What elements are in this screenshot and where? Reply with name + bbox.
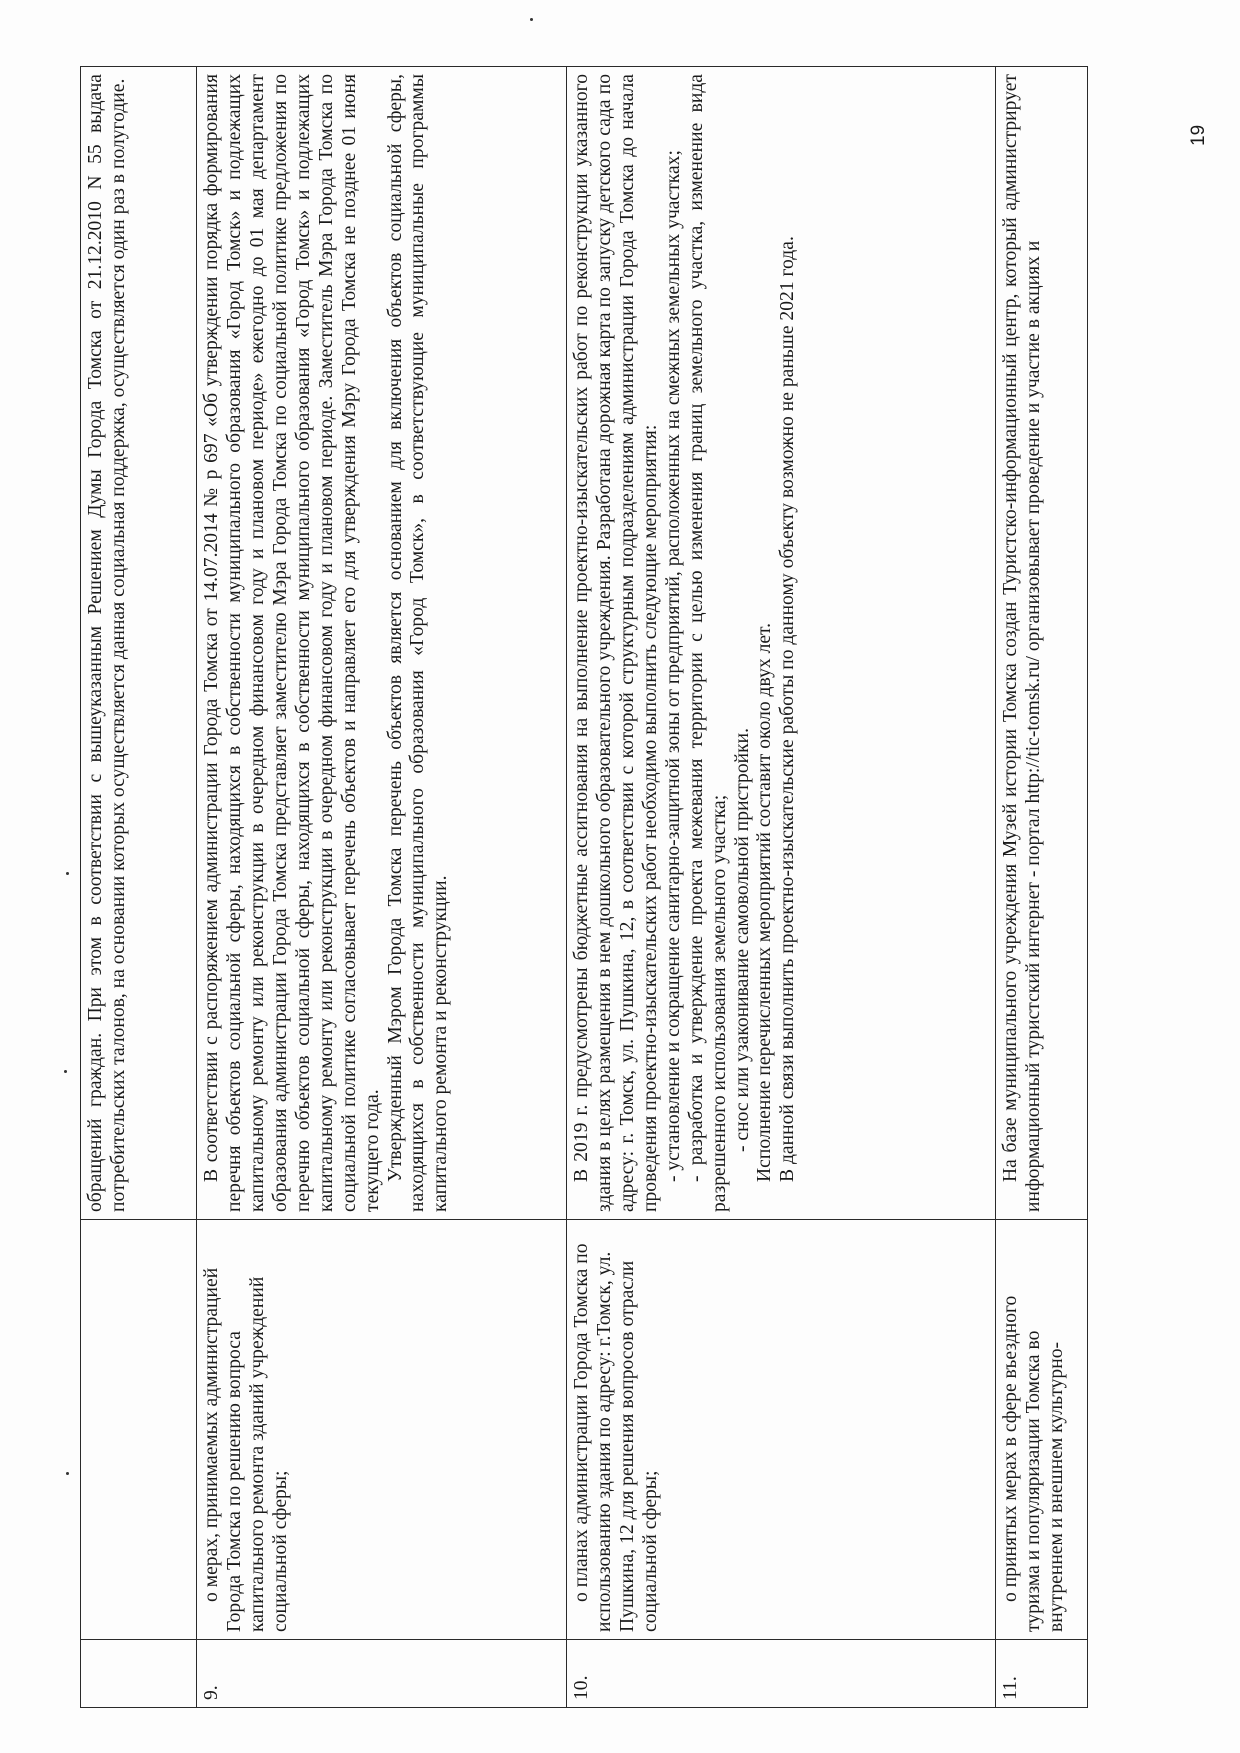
scan-speck — [66, 1472, 69, 1475]
answer-cell — [995, 67, 1087, 1220]
question-cell: о принятых мерах в сфере въездного туризма и популяризации Томска во внутреннем и внешнем культурно- — [995, 1220, 1087, 1640]
rotated-table-sheet — [80, 66, 1088, 1708]
row-number-cell — [81, 1640, 197, 1708]
answer-cell — [197, 67, 567, 1220]
answer-cell — [567, 67, 996, 1220]
table-row — [197, 67, 567, 1708]
row-number-cell: 9. — [197, 1640, 567, 1708]
question-cell: о планах администрации Города Томска по использованию здания по адресу: г.Томск, ул. Пушкина, 12 для решения вопросов отрасли социальной сферы; — [567, 1220, 996, 1640]
report-table — [80, 66, 1088, 1708]
page-number: 19 — [1188, 124, 1209, 146]
answer-list-item: - разработка и утверждение проекта межевания территории с целью изменения границ земельного участка, изменение вида разрешенного использования земельного участка; — [685, 74, 730, 1212]
question-cell: о мерах, принимаемых администрацией Города Томска по решению вопроса капитального ремонта зданий учреждений социальной сферы; — [197, 1220, 567, 1640]
table-row — [995, 67, 1087, 1708]
answer-paragraph: Исполнение перечисленных мероприятий составит около двух лет. — [754, 622, 776, 1182]
row-number-cell: 11. — [995, 1640, 1087, 1708]
row-number-cell: 10. — [567, 1640, 996, 1708]
answer-paragraph: В данной связи выполнить проектно-изыскательские работы по данному объекту возможно не раньше 2021 года. — [777, 236, 799, 1182]
answer-paragraph: На базе муниципального учреждения Музей истории Томска создан Туристско-информационный центр, который администрирует информационный туристский интернет - портал http://tic-tomsk.ru/ организовывает проведение и участие в акциях и — [999, 74, 1044, 1212]
scan-speck — [66, 872, 69, 875]
answer-paragraph: Утвержденный Мэром Города Томска перечень объектов является основанием для включения объектов социальной сферы, находящихся в собственности муниципального образования «Город Томск», в соответствующие муниципальные программы капитального ремонта и реконструкции. — [384, 74, 452, 1212]
answer-paragraph: обращений граждан. При этом в соответствии с вышеуказанным Решением Думы Города Томска от 21.12.2010 N 55 выдача потребительских талонов, на основании которых осуществляется данная социальная поддержка, осуществляется один раз в полугодие. — [85, 74, 129, 1212]
question-cell — [81, 1220, 197, 1640]
answer-list-item: - снос или узаконивание самовольной пристройки. — [731, 727, 753, 1152]
table-row — [81, 67, 197, 1708]
scan-speck — [64, 1070, 67, 1073]
answer-cell — [81, 67, 197, 1220]
answer-paragraph: В 2019 г. предусмотрены бюджетные ассигнования на выполнение проектно-изыскательских работ по реконструкции указанного здания в целях размещения в нем дошкольного образовательного учреждения. Разработана дорожная карта по запуску детского сада по адресу: г. Томск, ул. Пушкина, 12, в соответствии с которой структурным подразделениям администрации Города Томска до начала проведения проектно-изыскательских работ необходимо выполнить следующие мероприятия: — [571, 74, 661, 1212]
table-row — [567, 67, 996, 1708]
scan-speck — [530, 18, 533, 21]
answer-list-item: - установление и сокращение санитарно-защитной зоны от предприятий, расположенных на смежных земельных участках; — [662, 150, 684, 1182]
answer-paragraph: В соответствии с распоряжением администрации Города Томска от 14.07.2014 № р 697 «Об утверждении порядка формирования перечня объектов социальной сферы, находящихся в собственности муниципального образования «Город Томск» и подлежащих капитальному ремонту или реконструкции в очередном финансовом году и плановом периоде» ежегодно до 01 мая департамент образования администрации Города Томска представляет заместителю Мэра Города Томска по социальной политике предложения по перечню объектов социальной сферы, находящихся в собственности муниципального образования «Город Томск» и подлежащих капитальному ремонту или реконструкции в очередном финансовом году и плановом периоде. Заместитель Мэра Города Томска по социальной политике согласовывает перечень объектов и направляет его для утверждения Мэру Города Томска не позднее 01 июня текущего года. — [201, 74, 383, 1212]
